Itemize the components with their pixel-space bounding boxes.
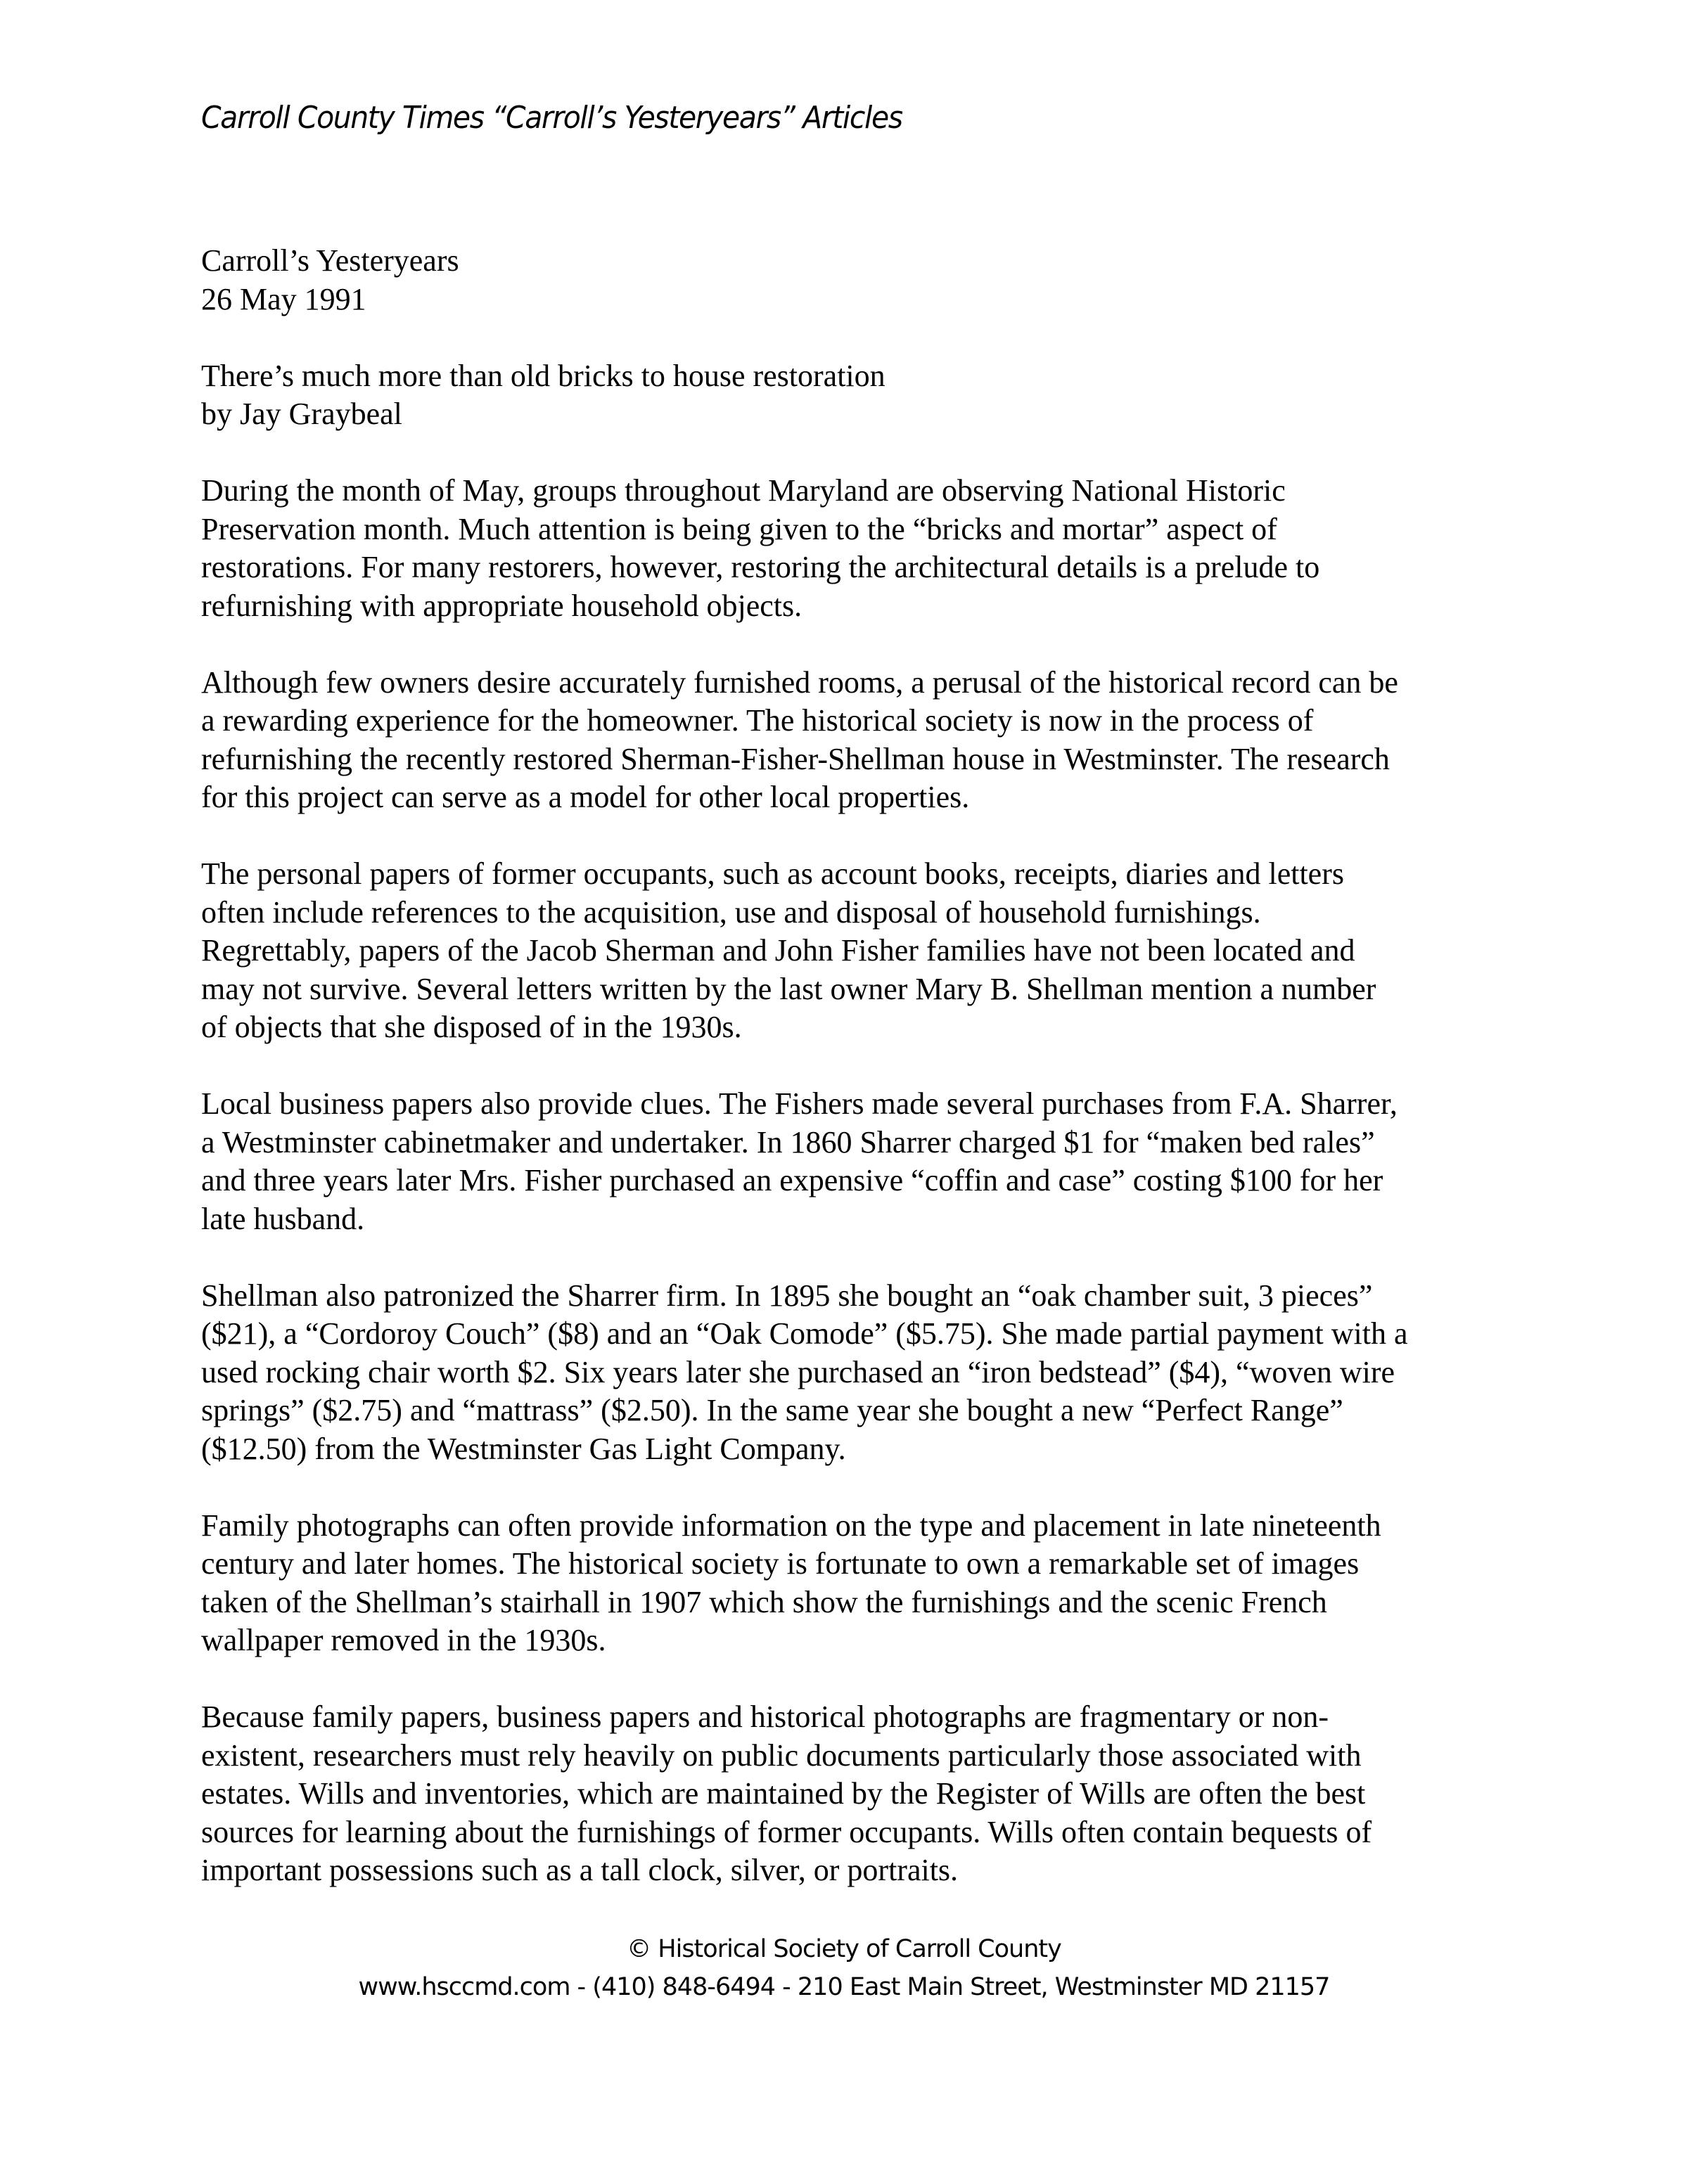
- paragraph-line: Shellman also patronized the Sharrer firm. In 1895 she bought an “oak chamber suit, 3 pieces”: [201, 1278, 1373, 1313]
- paragraph-line: used rocking chair worth $2. Six years later she purchased an “iron bedstead” ($4), “woven wire: [201, 1354, 1395, 1389]
- paragraph-line: Local business papers also provide clues. The Fishers made several purchases from F.A. Sharrer,: [201, 1086, 1398, 1121]
- paragraph-line: Preservation month. Much attention is being given to the “bricks and mortar” aspect of: [201, 511, 1277, 546]
- paragraph-line: ($12.50) from the Westminster Gas Light Company.: [201, 1431, 846, 1466]
- paragraph-line: Family photographs can often provide information on the type and placement in late nineteenth: [201, 1508, 1381, 1543]
- paragraph: [201, 855, 1509, 1047]
- paragraph-line: ($21), a “Cordoroy Couch” ($8) and an “Oak Comode” ($5.75). She made partial payment with a: [201, 1316, 1408, 1351]
- paragraph-line: wallpaper removed in the 1930s.: [201, 1623, 606, 1657]
- paragraph-line: late husband.: [201, 1201, 365, 1236]
- paragraph-line: estates. Wills and inventories, which are maintained by the Register of Wills are often the best: [201, 1776, 1366, 1811]
- article-byline: by Jay Graybeal: [201, 397, 402, 431]
- paragraph: [201, 664, 1509, 817]
- article-headline: There’s much more than old bricks to house restoration: [201, 358, 885, 393]
- paragraph-line: important possessions such as a tall clock, silver, or portraits.: [201, 1853, 959, 1887]
- paragraph: [201, 1085, 1509, 1238]
- article-meta: [201, 242, 1509, 319]
- footer-contact: www.hsccmd.com - (410) 848-6494 - 210 East Main Street, Westminster MD 21157: [358, 1973, 1330, 2001]
- paragraph-line: for this project can serve as a model for other local properties.: [201, 780, 970, 814]
- paragraph-line: a rewarding experience for the homeowner. The historical society is now in the process of: [201, 703, 1314, 738]
- article-date: 26 May 1991: [201, 281, 366, 316]
- paragraph-line: existent, researchers must rely heavily on public documents particularly those associated with: [201, 1737, 1362, 1773]
- paragraph: [201, 1277, 1509, 1469]
- article-heading: [201, 357, 1509, 434]
- paragraph-line: sources for learning about the furnishings of former occupants. Wills often contain bequests of: [201, 1814, 1372, 1849]
- paragraph: [201, 1698, 1509, 1890]
- paragraph-line: century and later homes. The historical society is fortunate to own a remarkable set of images: [201, 1546, 1360, 1581]
- article-body: [201, 242, 1509, 1928]
- paragraph-line: Because family papers, business papers and historical photographs are fragmentary or non-: [201, 1700, 1329, 1734]
- paragraph-line: springs” ($2.75) and “mattrass” ($2.50). In the same year she bought a new “Perfect Range”: [201, 1393, 1343, 1427]
- paragraph-line: Although few owners desire accurately furnished rooms, a perusal of the historical record can be: [201, 664, 1398, 700]
- paragraph-line: taken of the Shellman’s stairhall in 1907 which show the furnishings and the scenic French: [201, 1584, 1327, 1619]
- paragraph-line: Regrettably, papers of the Jacob Sherman and John Fisher families have not been located and: [201, 933, 1355, 968]
- paragraph-line: and three years later Mrs. Fisher purchased an expensive “coffin and case” costing $100 for her: [201, 1163, 1383, 1197]
- paragraph-line: The personal papers of former occupants, such as account books, receipts, diaries and letters: [201, 856, 1344, 891]
- paragraph-line: restorations. For many restorers, however, restoring the architectural details is a prelude to: [201, 550, 1320, 584]
- paragraph-line: a Westminster cabinetmaker and undertaker. In 1860 Sharrer charged $1 for “maken bed rales”: [201, 1124, 1375, 1160]
- column-name: Carroll’s Yesteryears: [201, 243, 459, 278]
- paragraph-line: of objects that she disposed of in the 1930s.: [201, 1010, 742, 1044]
- paragraph: [201, 472, 1509, 625]
- paragraph-line: may not survive. Several letters written by the last owner Mary B. Shellman mention a number: [201, 971, 1376, 1006]
- footer-copyright: © Historical Society of Carroll County: [627, 1935, 1061, 1963]
- paragraph-line: often include references to the acquisition, use and disposal of household furnishings.: [201, 894, 1261, 930]
- page-header-title: Carroll County Times “Carroll’s Yesteryears” Articles: [201, 100, 902, 136]
- paragraph: [201, 1507, 1509, 1660]
- paragraph-line: refurnishing the recently restored Sherman-Fisher-Shellman house in Westminster. The research: [201, 741, 1390, 776]
- paragraph-line: During the month of May, groups throughout Maryland are observing National Historic: [201, 473, 1286, 508]
- paragraph-line: refurnishing with appropriate household objects.: [201, 588, 803, 623]
